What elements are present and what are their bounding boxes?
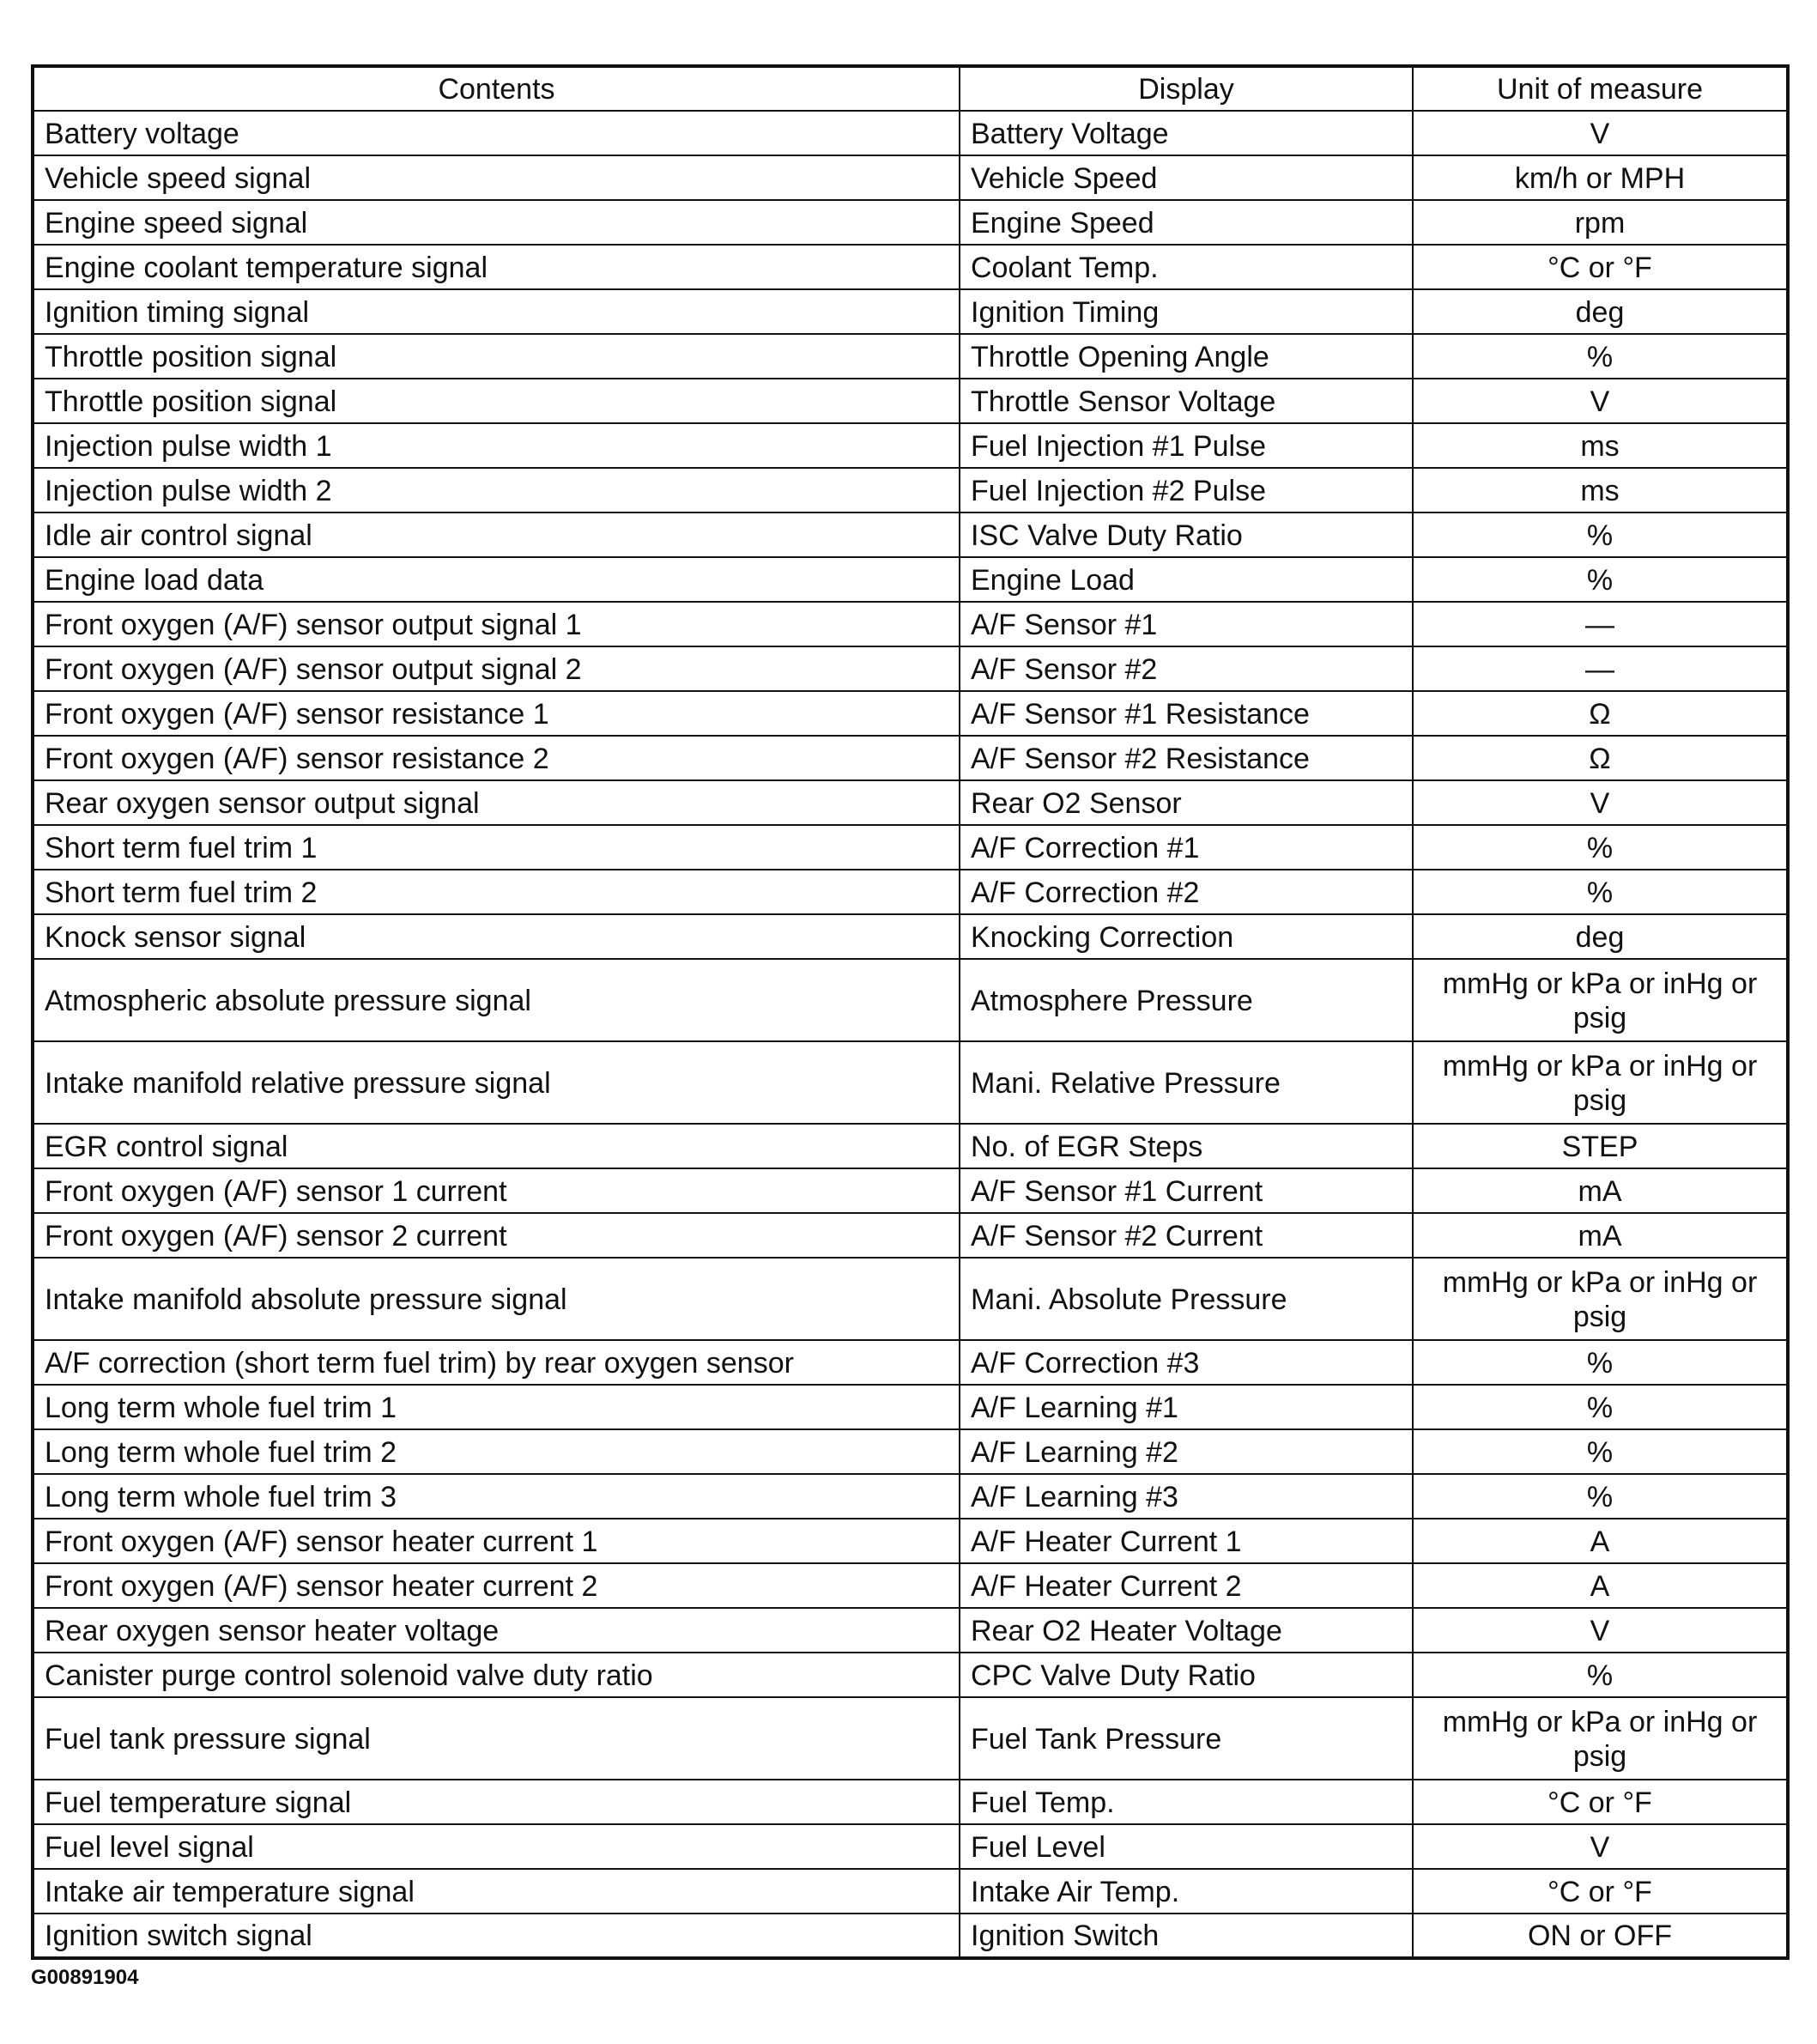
cell-unit: mmHg or kPa or inHg or psig [1413,1041,1788,1124]
header-display: Display [960,66,1413,111]
table-row [33,1474,1788,1519]
cell-contents: Ignition timing signal [33,289,960,334]
cell-display: A/F Sensor #2 Current [960,1213,1413,1258]
cell-unit: % [1413,557,1788,602]
cell-unit: ms [1413,423,1788,468]
cell-unit: °C or °F [1413,1780,1788,1824]
table-row [33,736,1788,780]
cell-contents: Short term fuel trim 1 [33,825,960,870]
cell-display: Fuel Temp. [960,1780,1413,1824]
cell-unit: % [1413,1429,1788,1474]
cell-contents: Throttle position signal [33,379,960,423]
cell-unit: deg [1413,914,1788,959]
cell-unit: % [1413,334,1788,379]
cell-display: ISC Valve Duty Ratio [960,513,1413,557]
cell-contents: Front oxygen (A/F) sensor output signal 2 [33,646,960,691]
cell-unit: % [1413,513,1788,557]
cell-contents: Atmospheric absolute pressure signal [33,959,960,1041]
cell-unit: % [1413,1653,1788,1697]
cell-unit: ms [1413,468,1788,513]
cell-contents: Throttle position signal [33,334,960,379]
cell-contents: Front oxygen (A/F) sensor 1 current [33,1168,960,1213]
table-row [33,1168,1788,1213]
cell-display: A/F Sensor #1 Resistance [960,691,1413,736]
cell-display: Atmosphere Pressure [960,959,1413,1041]
cell-display: A/F Learning #2 [960,1429,1413,1474]
table-row [33,334,1788,379]
cell-display: A/F Learning #1 [960,1385,1413,1429]
cell-unit: Ω [1413,736,1788,780]
cell-contents: Front oxygen (A/F) sensor resistance 1 [33,691,960,736]
cell-display: Throttle Opening Angle [960,334,1413,379]
cell-unit: % [1413,1340,1788,1385]
cell-contents: Engine load data [33,557,960,602]
cell-contents: Short term fuel trim 2 [33,870,960,914]
cell-display: A/F Learning #3 [960,1474,1413,1519]
cell-unit: A [1413,1563,1788,1608]
table-row [33,1258,1788,1340]
cell-contents: EGR control signal [33,1124,960,1168]
cell-unit: V [1413,1824,1788,1869]
cell-display: Fuel Injection #2 Pulse [960,468,1413,513]
table-row [33,1429,1788,1474]
cell-contents: Front oxygen (A/F) sensor resistance 2 [33,736,960,780]
header-row [33,66,1788,111]
cell-unit: V [1413,111,1788,155]
cell-contents: Intake air temperature signal [33,1869,960,1914]
cell-unit: °C or °F [1413,1869,1788,1914]
cell-contents: Knock sensor signal [33,914,960,959]
cell-display: A/F Sensor #2 Resistance [960,736,1413,780]
header-contents: Contents [33,66,960,111]
table-row [33,780,1788,825]
table-row [33,111,1788,155]
cell-contents: Idle air control signal [33,513,960,557]
table-row [33,1914,1788,1958]
table-row [33,1697,1788,1780]
header-unit: Unit of measure [1413,66,1788,111]
table-row [33,379,1788,423]
cell-unit: rpm [1413,200,1788,245]
data-table [31,64,1790,1960]
cell-unit: km/h or MPH [1413,155,1788,200]
cell-contents: Long term whole fuel trim 3 [33,1474,960,1519]
cell-contents: Injection pulse width 2 [33,468,960,513]
table-row [33,289,1788,334]
cell-contents: Intake manifold absolute pressure signal [33,1258,960,1340]
table-row [33,602,1788,646]
cell-unit: ON or OFF [1413,1914,1788,1958]
cell-display: A/F Sensor #1 [960,602,1413,646]
table-row [33,870,1788,914]
table-row [33,1213,1788,1258]
cell-unit: V [1413,780,1788,825]
cell-display: A/F Heater Current 2 [960,1563,1413,1608]
cell-unit: V [1413,1608,1788,1653]
cell-display: A/F Heater Current 1 [960,1519,1413,1563]
table-row [33,557,1788,602]
cell-contents: Battery voltage [33,111,960,155]
figure-code: G00891904 [31,1966,139,1989]
cell-display: Battery Voltage [960,111,1413,155]
cell-display: Ignition Switch [960,1914,1413,1958]
table-row [33,1563,1788,1608]
cell-contents: Fuel level signal [33,1824,960,1869]
cell-unit: mA [1413,1168,1788,1213]
table-row [33,691,1788,736]
cell-contents: A/F correction (short term fuel trim) by rear oxygen sensor [33,1340,960,1385]
cell-display: Mani. Relative Pressure [960,1041,1413,1124]
cell-display: Vehicle Speed [960,155,1413,200]
cell-display: Engine Speed [960,200,1413,245]
cell-unit: % [1413,870,1788,914]
cell-unit: °C or °F [1413,245,1788,289]
cell-display: Rear O2 Heater Voltage [960,1608,1413,1653]
table-row [33,1124,1788,1168]
cell-display: Knocking Correction [960,914,1413,959]
table-row [33,1385,1788,1429]
cell-unit: % [1413,1385,1788,1429]
table-row [33,468,1788,513]
cell-contents: Front oxygen (A/F) sensor output signal 1 [33,602,960,646]
cell-contents: Front oxygen (A/F) sensor 2 current [33,1213,960,1258]
cell-contents: Engine coolant temperature signal [33,245,960,289]
table-row [33,1340,1788,1385]
cell-unit: mmHg or kPa or inHg or psig [1413,1697,1788,1780]
cell-unit: A [1413,1519,1788,1563]
cell-contents: Rear oxygen sensor output signal [33,780,960,825]
cell-unit: deg [1413,289,1788,334]
cell-display: Coolant Temp. [960,245,1413,289]
cell-unit: — [1413,646,1788,691]
cell-contents: Long term whole fuel trim 2 [33,1429,960,1474]
cell-contents: Injection pulse width 1 [33,423,960,468]
cell-contents: Intake manifold relative pressure signal [33,1041,960,1124]
cell-display: Fuel Level [960,1824,1413,1869]
cell-contents: Vehicle speed signal [33,155,960,200]
cell-display: A/F Correction #3 [960,1340,1413,1385]
cell-display: A/F Correction #2 [960,870,1413,914]
cell-display: A/F Sensor #2 [960,646,1413,691]
cell-unit: V [1413,379,1788,423]
cell-unit: STEP [1413,1124,1788,1168]
cell-display: Rear O2 Sensor [960,780,1413,825]
cell-contents: Front oxygen (A/F) sensor heater current 1 [33,1519,960,1563]
cell-contents: Ignition switch signal [33,1914,960,1958]
cell-contents: Fuel temperature signal [33,1780,960,1824]
cell-display: Intake Air Temp. [960,1869,1413,1914]
cell-contents: Rear oxygen sensor heater voltage [33,1608,960,1653]
cell-unit: — [1413,602,1788,646]
cell-unit: Ω [1413,691,1788,736]
table-row [33,1653,1788,1697]
table-row [33,1608,1788,1653]
cell-contents: Canister purge control solenoid valve duty ratio [33,1653,960,1697]
cell-contents: Long term whole fuel trim 1 [33,1385,960,1429]
table-row [33,1519,1788,1563]
table-row [33,200,1788,245]
cell-display: Mani. Absolute Pressure [960,1258,1413,1340]
cell-display: A/F Correction #1 [960,825,1413,870]
cell-unit: mmHg or kPa or inHg or psig [1413,959,1788,1041]
cell-unit: % [1413,1474,1788,1519]
table-row [33,513,1788,557]
cell-display: Fuel Injection #1 Pulse [960,423,1413,468]
cell-contents: Front oxygen (A/F) sensor heater current 2 [33,1563,960,1608]
cell-display: CPC Valve Duty Ratio [960,1653,1413,1697]
cell-contents: Fuel tank pressure signal [33,1697,960,1780]
table-body [33,111,1788,1958]
table-row [33,1780,1788,1824]
cell-contents: Engine speed signal [33,200,960,245]
cell-unit: % [1413,825,1788,870]
cell-unit: mmHg or kPa or inHg or psig [1413,1258,1788,1340]
cell-display: Throttle Sensor Voltage [960,379,1413,423]
table-row [33,245,1788,289]
table-row [33,959,1788,1041]
cell-display: Fuel Tank Pressure [960,1697,1413,1780]
cell-display: Ignition Timing [960,289,1413,334]
table-row [33,914,1788,959]
cell-display: A/F Sensor #1 Current [960,1168,1413,1213]
table-row [33,155,1788,200]
cell-display: No. of EGR Steps [960,1124,1413,1168]
table-row [33,423,1788,468]
table-row [33,825,1788,870]
cell-unit: mA [1413,1213,1788,1258]
table-row [33,646,1788,691]
table-row [33,1041,1788,1124]
table-row [33,1824,1788,1869]
table-row [33,1869,1788,1914]
cell-display: Engine Load [960,557,1413,602]
